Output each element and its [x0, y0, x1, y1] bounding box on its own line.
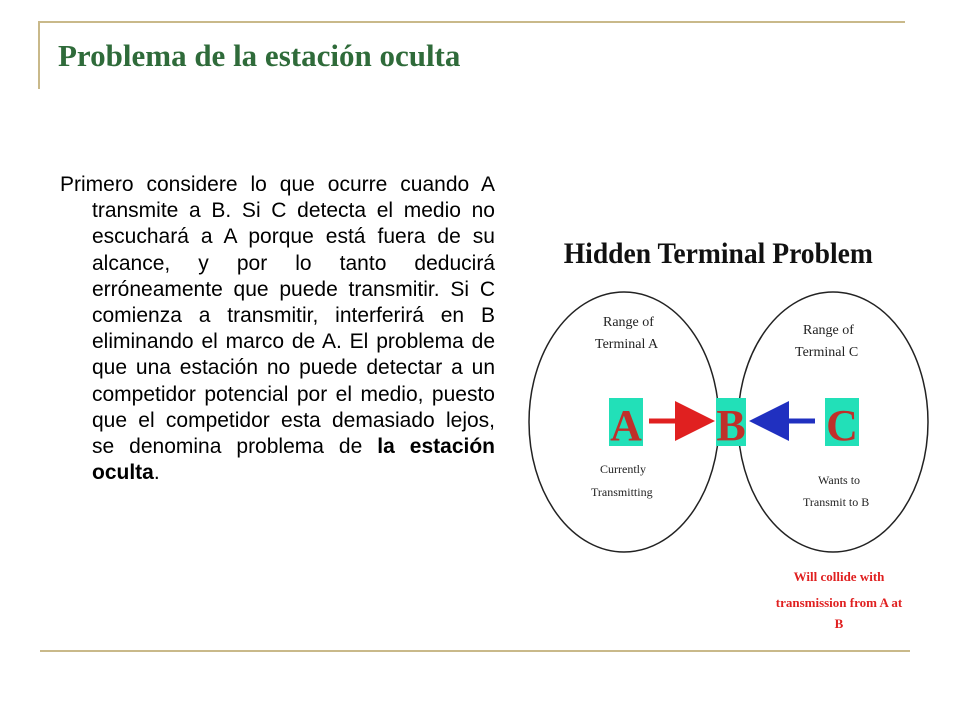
collide-note-line2: transmission from A at: [775, 595, 903, 610]
body-paragraph: [60, 172, 495, 486]
paragraph-text: Primero considere lo que ocurre cuando A transmite a B. Si C detecta el medio no escuchará a A porque está fuera de su alcance, y por lo tanto deducirá erróneamente que puede transmitir. Si C comienza a transmitir, interferirá en B eliminando el marco de A. El problema de que una estación no puede detectar a un competidor potencial por el medio, puesto que el competidor esta demasiado lejos, se denomina problema de: [60, 173, 495, 459]
node-a-label: A: [610, 401, 642, 450]
range-a-label-line1: Range of: [603, 315, 654, 330]
c-caption-line1: Wants to: [818, 473, 861, 487]
node-b-label: B: [716, 401, 746, 450]
range-a-label-line2: Terminal A: [595, 337, 659, 352]
hidden-terminal-diagram: [503, 218, 933, 638]
paragraph-end: .: [153, 461, 160, 485]
collide-note-line1: Will collide with: [793, 569, 885, 584]
diagram-title: Hidden Terminal Problem: [563, 236, 873, 271]
range-c-label-line2: Terminal C: [795, 345, 859, 360]
left-rule: [38, 21, 40, 89]
a-caption-line1: Currently: [600, 462, 646, 476]
c-caption-line2: Transmit to B: [803, 495, 870, 509]
node-c-label: C: [826, 401, 858, 450]
paragraph-bold-term: la estación oculta: [92, 435, 495, 485]
range-c-label-line1: Range of: [803, 323, 854, 338]
a-caption-line2: Transmitting: [591, 485, 653, 499]
top-rule: [40, 21, 905, 23]
slide-title: Problema de la estación oculta: [58, 38, 461, 73]
bottom-rule: [40, 650, 910, 652]
collide-note-line3: B: [834, 616, 844, 631]
